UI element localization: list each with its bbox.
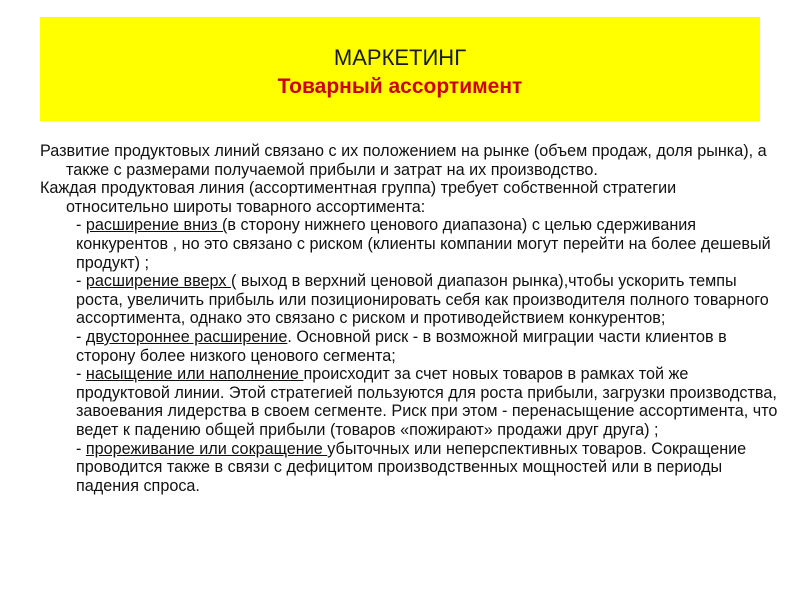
item-term: расширение вниз ( <box>85 216 228 235</box>
item-text: . Основной риск - в возможной миграции части клиентов в сторону более низкого ценового сегмента; <box>76 327 727 365</box>
item-prefix: - <box>76 439 86 458</box>
item-term: насыщение или наполнение <box>85 365 304 384</box>
item-prefix: - <box>76 327 86 346</box>
list-item-two-way-extension <box>40 328 780 365</box>
item-prefix: - <box>76 365 86 384</box>
list-item-pruning <box>40 440 780 496</box>
item-text: происходит за счет новых товаров в рамках той же продуктовой линии. Этой стратегией пользуются для роста прибыли, загрузки производства, завоевания лидерства в своем сегменте. Риск при этом - перенасыщение ассортимента, что ведет к падению общей прибыли (товаров «пожирают» продажи друг друга) ; <box>76 365 778 439</box>
item-term: расширение вверх <box>85 272 231 291</box>
item-prefix: - <box>76 272 86 291</box>
item-term: прореживание или сокращение <box>85 439 328 458</box>
list-item-downward-extension <box>40 216 780 272</box>
paragraph-assortment-strategy: Каждая продуктовая линия (ассортиментная группа) требует собственной стратегии относительно широты товарного ассортимента: <box>40 179 677 216</box>
item-text: убыточных или неперспективных товаров. Сокращение проводится также в связи с дефицитом производственных мощностей или в периоды падения спроса. <box>76 439 747 495</box>
list-item-filling <box>40 365 780 439</box>
item-prefix: - <box>76 216 86 235</box>
item-text: в сторону нижнего ценового диапазона) с целью сдерживания конкурентов , но это связано с риском (клиенты компании могут перейти на более дешевый продукт) ; <box>76 216 771 272</box>
slide-body <box>40 142 780 495</box>
slide-title: МАРКЕТИНГ <box>333 45 467 70</box>
slide-subtitle: Товарный ассортимент <box>277 75 523 98</box>
list-item-upward-extension <box>40 272 780 328</box>
item-text: ( выход в верхний ценовой диапазон рынка),чтобы ускорить темпы роста, увеличить прибыль или позиционировать себя как производителя полного товарного ассортимента, однако это связано с риском и противодействием конкурентов; <box>76 272 769 328</box>
paragraph-product-lines: Развитие продуктовых линий связано с их положением на рынке (объем продаж, доля рынка), а также с размерами получаемой прибыли и затрат на их производство. <box>40 142 767 179</box>
title-banner <box>40 17 760 121</box>
item-term: двустороннее расширение <box>85 327 288 346</box>
